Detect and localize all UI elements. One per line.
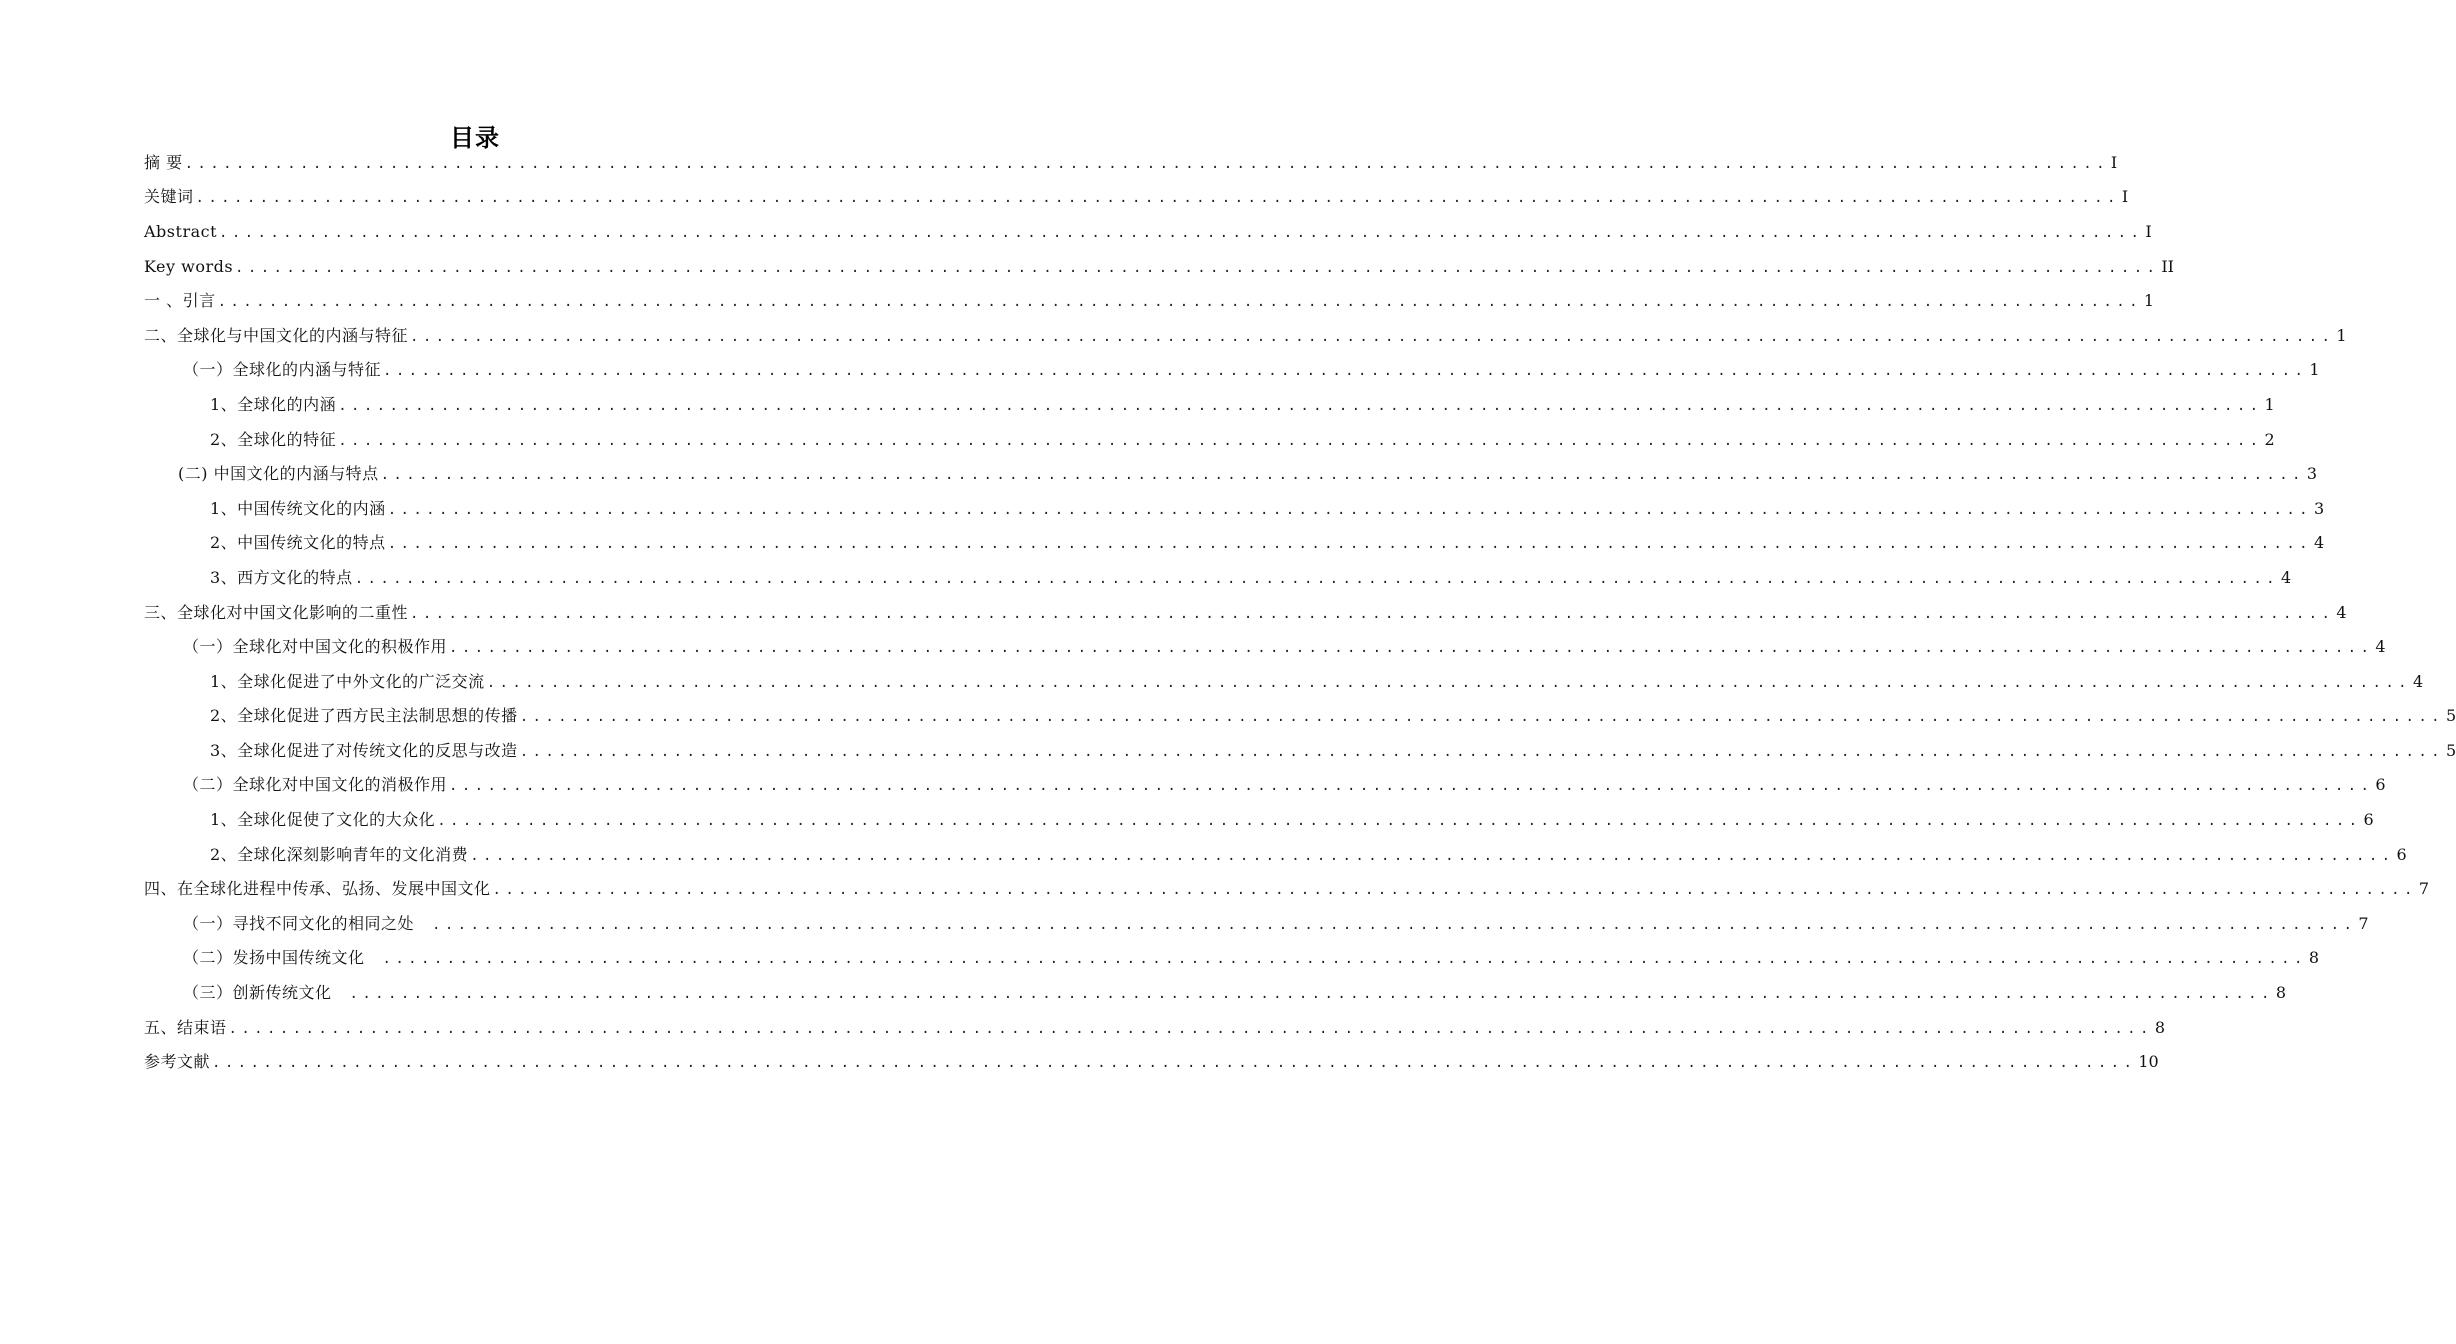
toc-entry-page: 1 — [2309, 360, 2320, 380]
toc-leader-dots: ...................................................................................................................................................... — [184, 155, 2109, 172]
toc-entry-label: 三、全球化对中国文化影响的二重性 — [144, 602, 409, 622]
toc-leader-dots: ...................................................................................................................................................... — [387, 501, 2312, 518]
toc-entry-label: （三）创新传统文化 — [183, 983, 332, 1003]
toc-leader-dots: ...................................................................................................................................................... — [228, 1020, 2153, 1037]
toc-leader-dots: ...................................................................................................................................................... — [217, 294, 2142, 311]
toc-entry-page: 6 — [2396, 844, 2407, 864]
toc-entry-label: 二、全球化与中国文化的内涵与特征 — [144, 325, 409, 345]
toc-entry[interactable] — [0, 630, 2386, 665]
toc-entry[interactable] — [0, 354, 2320, 389]
toc-entry-label: 关键词 — [144, 187, 194, 207]
toc-leader-dots: ...................................................................................................................................................... — [382, 951, 2307, 968]
toc-entry-label: 3、全球化促进了对传统文化的反思与改造 — [210, 740, 518, 760]
toc-entry[interactable] — [0, 492, 2325, 527]
toc-leader-dots: ...................................................................................................................................................... — [449, 640, 2374, 657]
toc-entry-page: 4 — [2375, 637, 2386, 657]
toc-entry-page: 6 — [2363, 810, 2374, 830]
toc-entry-label: 2、中国传统文化的特点 — [210, 533, 386, 553]
toc-entry-label: 一 、引言 — [144, 291, 216, 311]
toc-entry-page: 5 — [2446, 706, 2456, 726]
toc-leader-dots: ...................................................................................................................................................... — [449, 778, 2374, 795]
toc-entry-page: 3 — [2306, 464, 2318, 484]
toc-entry[interactable] — [0, 872, 2430, 907]
toc-leader-dots: ...................................................................................................................................................... — [410, 328, 2335, 345]
toc-leader-dots: ...................................................................................................................................................... — [437, 813, 2362, 830]
toc-leader-dots: ...................................................................................................................................................... — [519, 743, 2444, 760]
toc-leader-dots: ...................................................................................................................................................... — [387, 536, 2312, 553]
toc-entry[interactable] — [0, 284, 2155, 319]
toc-entry-page: II — [2161, 256, 2174, 276]
toc-entry-page: 8 — [2154, 1017, 2166, 1037]
toc-leader-dots: ...................................................................................................................................................... — [410, 605, 2335, 622]
toc-entry-label: 参考文献 — [144, 1052, 211, 1072]
toc-entry-label: 四、在全球化进程中传承、弘扬、发展中国文化 — [144, 879, 491, 899]
toc-entry-label: 1、中国传统文化的内涵 — [210, 498, 386, 518]
toc-entry-label: 3、西方文化的特点 — [210, 567, 353, 587]
toc-entry-page: 4 — [2413, 671, 2424, 691]
toc-leader-dots: ...................................................................................................................................................... — [380, 467, 2305, 484]
toc-entry[interactable] — [0, 561, 2292, 596]
toc-entry[interactable] — [0, 215, 2152, 250]
toc-entry[interactable] — [0, 181, 2129, 216]
toc-leader-dots: ...................................................................................................................................................... — [383, 363, 2308, 380]
toc-entry-label: Abstract — [144, 221, 218, 241]
toc-entry-page: 7 — [2418, 879, 2430, 899]
toc-entry-label: 1、全球化的内涵 — [210, 394, 337, 414]
toc-entry[interactable] — [0, 423, 2275, 458]
toc-entry[interactable] — [0, 838, 2407, 873]
toc-entry-page: 8 — [2275, 983, 2287, 1003]
toc-entry-page: 3 — [2314, 498, 2325, 518]
toc-entry-page: 2 — [2264, 429, 2275, 449]
toc-leader-dots: ...................................................................................................................................................... — [354, 570, 2279, 587]
toc-entry-page: 6 — [2375, 775, 2386, 795]
toc-entry[interactable] — [0, 527, 2325, 562]
toc-entry-page: 7 — [2358, 913, 2369, 933]
toc-entry-label: （二）发扬中国传统文化 — [183, 948, 365, 968]
toc-entry-page: I — [2145, 221, 2152, 241]
toc-leader-dots: ...................................................................................................................................................... — [195, 190, 2120, 207]
toc-entry-label: （一）全球化的内涵与特征 — [183, 360, 382, 380]
toc-entry-label: 2、全球化促进了西方民主法制思想的传播 — [210, 706, 518, 726]
toc-entry-page: 5 — [2446, 740, 2456, 760]
toc-leader-dots: ...................................................................................................................................................... — [519, 709, 2444, 726]
toc-entry[interactable] — [0, 907, 2369, 942]
toc-leader-dots: ...................................................................................................................................................... — [219, 224, 2144, 241]
toc-leader-dots: ...................................................................................................................................................... — [470, 847, 2395, 864]
toc-leader-dots: ...................................................................................................................................................... — [235, 259, 2160, 276]
toc-entry-label: （一）全球化对中国文化的积极作用 — [183, 637, 448, 657]
toc-entry[interactable] — [0, 769, 2386, 804]
toc-entry-label: 1、全球化促进了中外文化的广泛交流 — [210, 671, 485, 691]
toc-entry-label: 摘 要 — [144, 152, 183, 172]
toc-entry[interactable] — [0, 319, 2347, 354]
toc-entry-label: 1、全球化促使了文化的大众化 — [210, 810, 436, 830]
toc-leader-dots: ...................................................................................................................................................... — [212, 1055, 2137, 1072]
toc-entry[interactable] — [0, 146, 2118, 181]
toc-entry-page: 4 — [2281, 567, 2292, 587]
toc-leader-dots: ...................................................................................................................................................... — [432, 916, 2357, 933]
toc-entry-page: 1 — [2336, 325, 2347, 345]
toc-entry-page: 4 — [2336, 602, 2347, 622]
toc-entry[interactable] — [0, 942, 2320, 977]
toc-entry[interactable] — [0, 665, 2424, 700]
toc-entry-page: 4 — [2314, 533, 2325, 553]
toc-entry-page: 8 — [2308, 948, 2320, 968]
toc-leader-dots: ...................................................................................................................................................... — [486, 674, 2411, 691]
toc-leader-dots: ...................................................................................................................................................... — [492, 882, 2417, 899]
toc-entry-page: 1 — [2143, 291, 2155, 311]
toc-entry[interactable] — [0, 1045, 2159, 1080]
toc-leader-dots: ...................................................................................................................................................... — [338, 432, 2263, 449]
toc-entry[interactable] — [0, 734, 2456, 769]
table-of-contents — [0, 146, 2456, 1080]
toc-entry-page: I — [2121, 187, 2129, 207]
toc-entry-label: （二）全球化对中国文化的消极作用 — [183, 775, 448, 795]
toc-entry[interactable] — [0, 457, 2318, 492]
toc-entry[interactable] — [0, 596, 2347, 631]
toc-entry-label: 2、全球化的特征 — [210, 429, 337, 449]
toc-entry[interactable] — [0, 976, 2287, 1011]
toc-entry-label: 五、结束语 — [144, 1017, 227, 1037]
page-title: 目录 — [450, 124, 500, 152]
toc-entry-label: (二) 中国文化的内涵与特点 — [178, 464, 379, 484]
toc-entry-label: Key words — [144, 256, 234, 276]
toc-entry-page: 10 — [2138, 1052, 2159, 1072]
toc-entry[interactable] — [0, 700, 2456, 735]
toc-entry[interactable] — [0, 803, 2374, 838]
toc-entry-page: I — [2110, 152, 2118, 172]
toc-entry[interactable] — [0, 388, 2275, 423]
toc-leader-dots: ...................................................................................................................................................... — [338, 397, 2263, 414]
toc-leader-dots: ...................................................................................................................................................... — [349, 986, 2274, 1003]
toc-entry-label: （一）寻找不同文化的相同之处 — [183, 913, 415, 933]
toc-entry[interactable] — [0, 1011, 2166, 1046]
toc-entry-page: 1 — [2264, 394, 2275, 414]
toc-entry-label: 2、全球化深刻影响青年的文化消费 — [210, 844, 469, 864]
toc-entry[interactable] — [0, 250, 2174, 285]
